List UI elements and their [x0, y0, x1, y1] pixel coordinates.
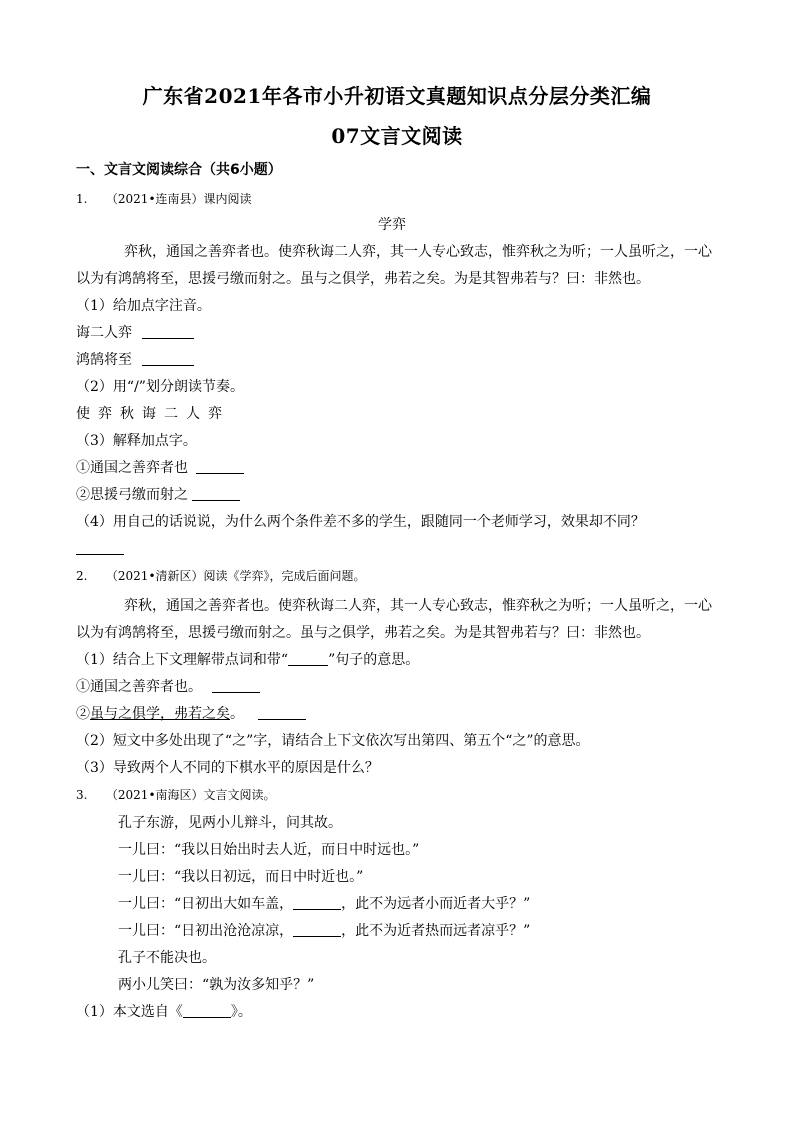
- underlined-sentence: 虽与之俱学，弗若之矣: [90, 706, 230, 722]
- rhythm-char: 诲: [142, 406, 156, 422]
- rhythm-char: 秋: [120, 406, 134, 422]
- sub-question-text: （1）结合上下文理解带点词和带“: [76, 652, 289, 668]
- fill-item: [76, 351, 194, 369]
- section-heading: 一、文言文阅读综合（共6小题）: [76, 162, 282, 178]
- passage-line: 一儿曰：“我以日始出时去人近，而日中时远也。”: [118, 842, 420, 858]
- answer-line: [76, 540, 124, 558]
- passage-line: [118, 922, 530, 940]
- rhythm-char: 弈: [208, 406, 222, 422]
- sub-question: [76, 651, 419, 669]
- sub-question-text: 》。: [230, 1004, 252, 1020]
- fill-item-text: ①通国之善弈者也: [76, 460, 188, 476]
- sub-question: （2）用“/”划分朗读节奏。: [76, 379, 244, 395]
- passage-line: 孔子东游，见两小儿辩斗，问其故。: [118, 815, 342, 831]
- passage-line: 两小儿笑曰：“孰为汝多知乎？”: [118, 977, 315, 993]
- answer-blank[interactable]: [76, 540, 124, 555]
- question-source: （2021•清新区）阅读《学弈》，完成后面问题。: [105, 569, 366, 583]
- question-1-header: [76, 190, 252, 208]
- fill-item-text: 。: [230, 706, 244, 722]
- passage-text: 一儿曰：“日初出沧沧凉凉，: [118, 923, 294, 939]
- fill-item-text: 诲二人弈: [76, 325, 132, 341]
- document-title: 广东省2021年各市小升初语文真题知识点分层分类汇编: [142, 84, 652, 108]
- answer-blank[interactable]: [293, 922, 341, 937]
- rhythm-char: 使: [76, 406, 90, 422]
- question-source: （2021•连南县）课内阅读: [105, 192, 252, 206]
- answer-blank[interactable]: [183, 1003, 231, 1018]
- passage-line: 以为有鸿鹄将至，思援弓缴而射之。虽与之俱学，弗若之矣。为是其智弗若与？曰：非然也。: [76, 271, 650, 287]
- passage-line: 一儿曰：“我以日初远，而日中时近也。”: [118, 869, 364, 885]
- sub-question: （4）用自己的话说说，为什么两个条件差不多的学生，跟随同一个老师学习，效果却不同？: [76, 514, 645, 530]
- fill-item-text: 鸿鹄将至: [76, 352, 132, 368]
- question-number: 1.: [76, 192, 88, 206]
- sub-question-text: （1）本文选自《: [76, 1004, 183, 1020]
- fill-item-marker: ②: [76, 706, 90, 722]
- sub-question: （3）解释加点字。: [76, 433, 197, 449]
- underline-sample: [288, 651, 328, 666]
- answer-blank[interactable]: [142, 351, 194, 366]
- passage-line: 孔子不能决也。: [118, 950, 216, 966]
- fill-item: [76, 459, 244, 477]
- answer-blank[interactable]: [192, 486, 240, 501]
- rhythm-sentence: [76, 405, 230, 423]
- sub-question: （3）导致两个人不同的下棋水平的原因是什么？: [76, 760, 379, 776]
- fill-item: [76, 678, 260, 696]
- fill-item: [76, 705, 306, 723]
- question-2-header: [76, 567, 366, 585]
- answer-blank[interactable]: [258, 705, 306, 720]
- question-3-header: [76, 786, 276, 804]
- sub-question-text: ”句子的意思。: [328, 652, 420, 668]
- passage-line: [118, 895, 530, 913]
- sub-question: [76, 1003, 252, 1021]
- fill-item-text: ②思援弓缴而射之: [76, 487, 188, 503]
- answer-blank[interactable]: [142, 324, 194, 339]
- fill-item: [76, 324, 194, 342]
- answer-blank[interactable]: [293, 895, 341, 910]
- passage-line: 弈秋，通国之善弈者也。使弈秋诲二人弈，其一人专心致志，惟弈秋之为听；一人虽听之，一心: [124, 244, 712, 260]
- answer-blank[interactable]: [212, 678, 260, 693]
- fill-item-text: ①通国之善弈者也。: [76, 679, 202, 695]
- question-source: （2021•南海区）文言文阅读。: [105, 788, 276, 802]
- question-number: 2.: [76, 569, 88, 583]
- question-number: 3.: [76, 788, 88, 802]
- rhythm-char: 二: [164, 406, 178, 422]
- document-subtitle: 07文言文阅读: [331, 124, 463, 148]
- passage-line: 以为有鸿鹄将至，思援弓缴而射之。虽与之俱学，弗若之矣。为是其智弗若与？曰：非然也。: [76, 625, 650, 641]
- passage-text: ，此不为远者小而近者大乎？”: [341, 896, 531, 912]
- rhythm-char: 人: [186, 406, 200, 422]
- passage-title: 学弈: [378, 217, 406, 233]
- passage-line: 弈秋，通国之善弈者也。使弈秋诲二人弈，其一人专心致志，惟弈秋之为听；一人虽听之，一心: [124, 598, 712, 614]
- answer-blank[interactable]: [196, 459, 244, 474]
- sub-question: （1）给加点字注音。: [76, 298, 211, 314]
- passage-text: 一儿曰：“日初出大如车盖，: [118, 896, 294, 912]
- sub-question: （2）短文中多处出现了“之”字，请结合上下文依次写出第四、第五个“之”的意思。: [76, 733, 590, 749]
- rhythm-char: 弈: [98, 406, 112, 422]
- passage-text: ，此不为近者热而远者凉乎？”: [341, 923, 531, 939]
- fill-item: [76, 486, 240, 504]
